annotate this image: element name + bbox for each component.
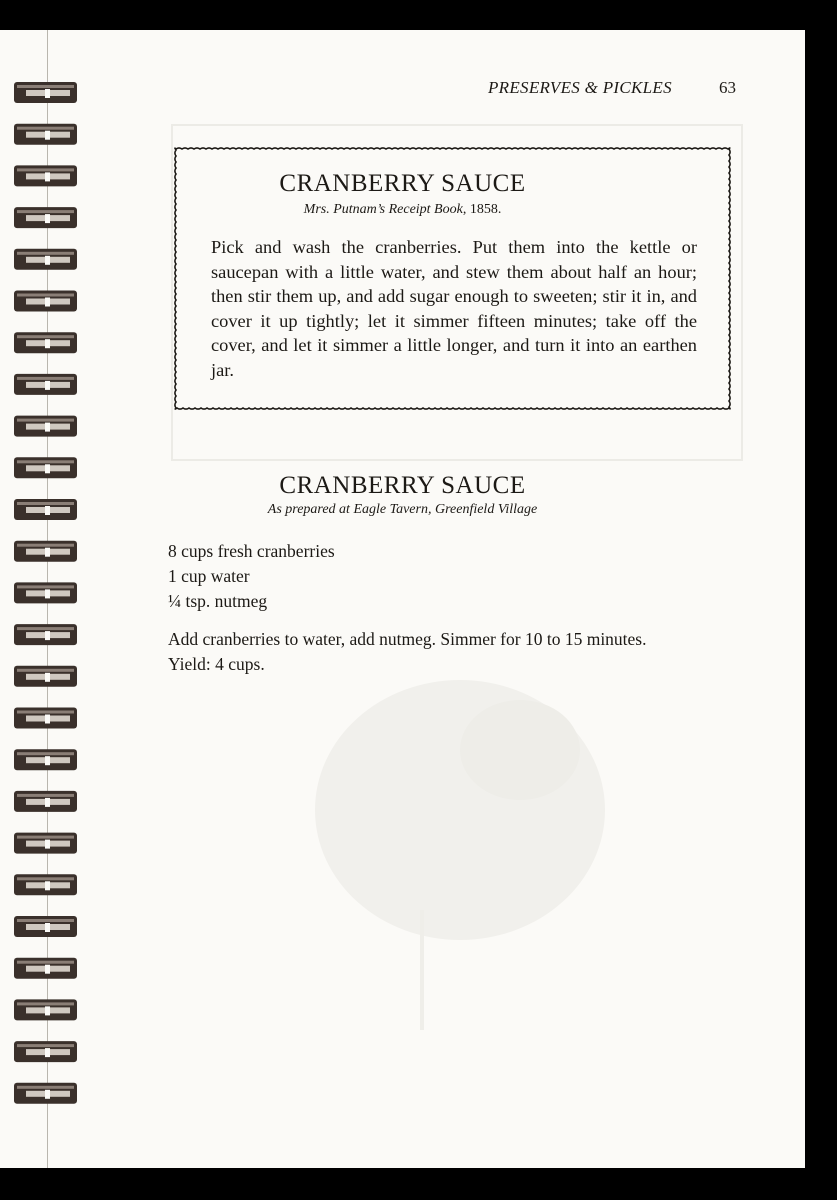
ingredient-item: ¼ tsp. nutmeg (168, 591, 268, 611)
recipe-2-title: CRANBERRY SAUCE (279, 472, 526, 499)
spiral-coil (14, 958, 77, 979)
recipe-1-instructions: Pick and wash the cranberries. Put them into the kettle or saucepan with a little water, and stew them about half an hour; then stir them up, and add sugar enough to sweeten; stir it in, and cover it up tightly; let it simmer fifteen minutes; take off the cover, and let it simmer a little longer, and turn it into an earthen jar. (211, 237, 697, 380)
book-page (0, 30, 805, 1168)
yield-line: Yield: 4 cups. (168, 654, 265, 674)
spiral-coil (14, 666, 77, 687)
ingredient-item: 8 cups fresh cranberries (168, 541, 335, 561)
spiral-coil (14, 999, 77, 1020)
recipe-2-source: As prepared at Eagle Tavern, Greenfield Village (267, 502, 538, 517)
spiral-coil (14, 874, 77, 895)
spiral-coil (14, 624, 77, 645)
spiral-coil (14, 1041, 77, 1062)
running-head: PRESERVES & PICKLES (488, 78, 672, 97)
page-header (0, 78, 805, 108)
page-number: 63 (719, 78, 736, 97)
recipe-2-directions (168, 627, 728, 677)
spiral-coil (14, 416, 77, 437)
spiral-coil (14, 124, 77, 145)
spiral-coil (14, 541, 77, 562)
spiral-coil (14, 374, 77, 395)
recipe-1-source-year: , 1858. (462, 202, 502, 217)
spiral-coil (14, 749, 77, 770)
directions-line: Add cranberries to water, add nutmeg. Simmer for 10 to 15 minutes. (168, 629, 647, 649)
spiral-coil (14, 332, 77, 353)
ingredient-item: 1 cup water (168, 566, 250, 586)
spiral-binding (0, 30, 90, 1168)
spiral-coil (14, 916, 77, 937)
spiral-coil (14, 582, 77, 603)
spiral-coil (14, 708, 77, 729)
spiral-coil (14, 791, 77, 812)
spiral-coil (14, 833, 77, 854)
spiral-coil (14, 249, 77, 270)
recipe-1-source-title: Mrs. Putnam’s Receipt Book (303, 202, 463, 217)
spiral-coil (14, 291, 77, 312)
spiral-coil (14, 1083, 77, 1104)
recipe-1-source (0, 202, 805, 218)
ingredient-list (168, 539, 335, 614)
recipe-1-title: CRANBERRY SAUCE (279, 170, 526, 197)
